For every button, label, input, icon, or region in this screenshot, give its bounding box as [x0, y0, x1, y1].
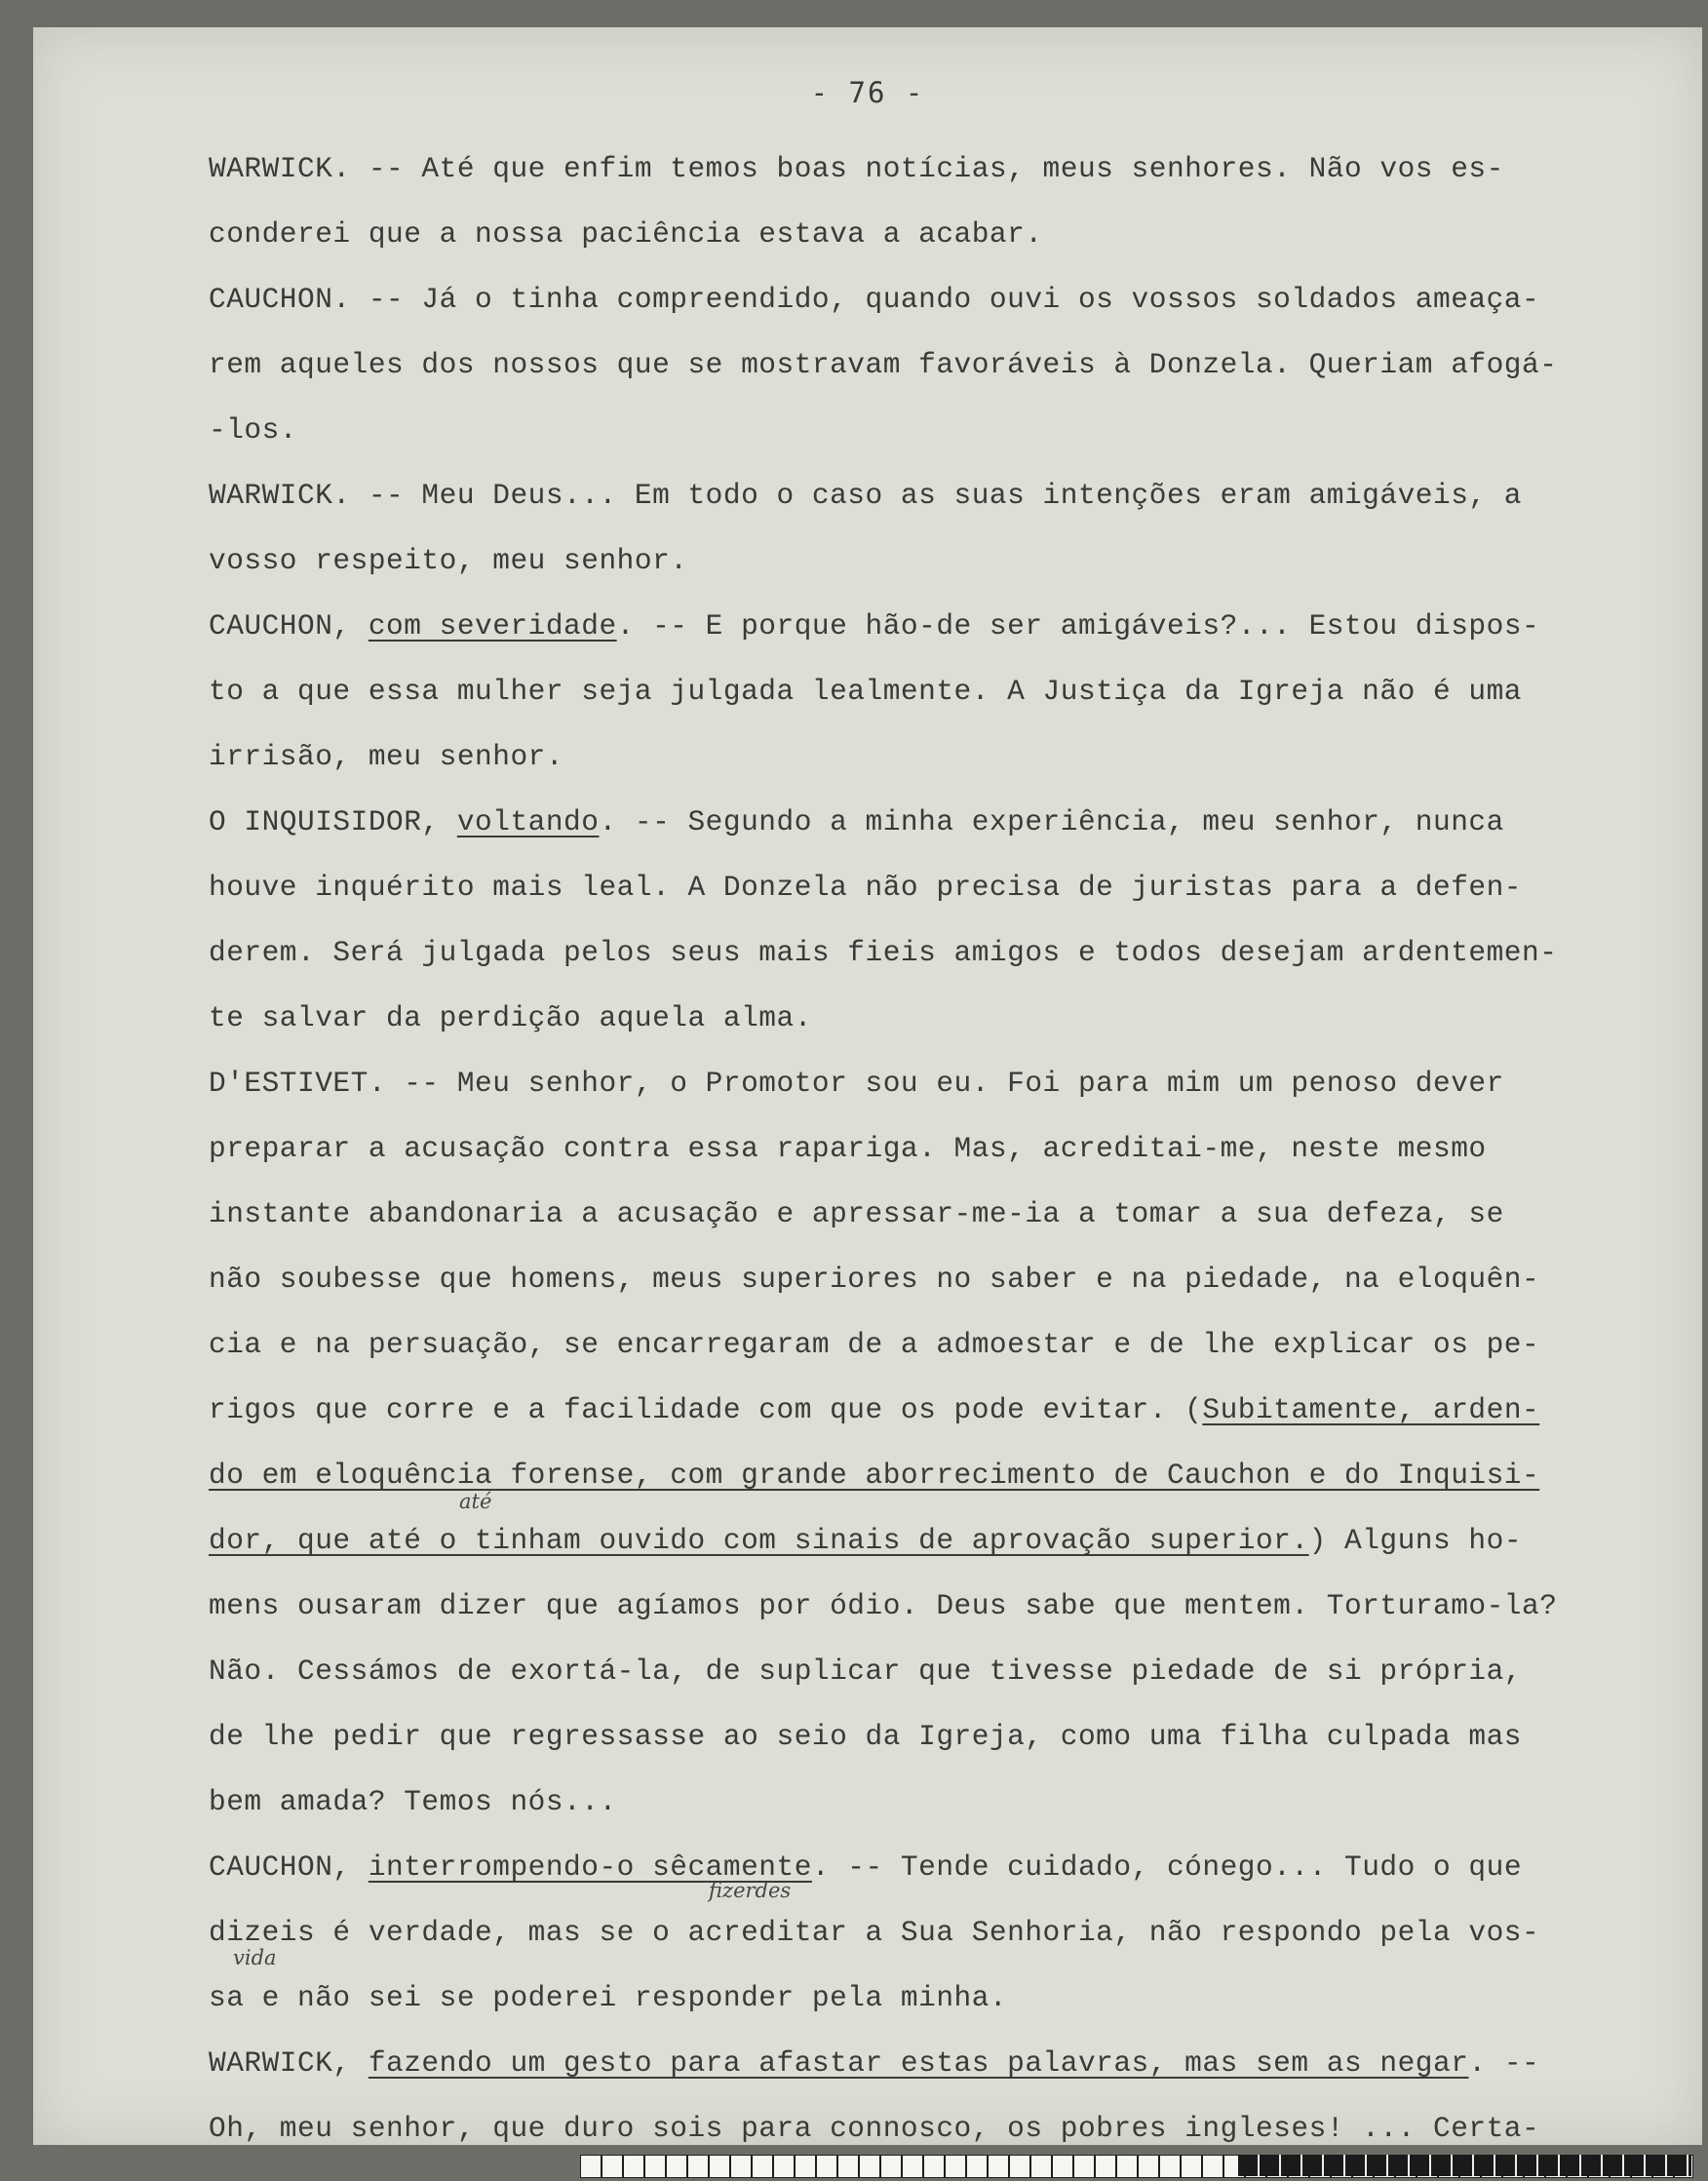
stage-direction: fazendo um gesto para afastar estas palavras, mas sem as negar — [368, 2046, 1469, 2080]
text-line: D'ESTIVET. -- Meu senhor, o Promotor sou eu. Foi para mim um penoso dever — [209, 1067, 1504, 1100]
text-line: CAUCHON. -- Já o tinha compreendido, quando ouvi os vossos soldados ameaça- — [209, 283, 1540, 316]
text-line: WARWICK. -- Até que enfim temos boas notícias, meus senhores. Não vos es- — [209, 152, 1504, 185]
stage-direction: interrompendo-o sêcamente — [368, 1850, 812, 1884]
text-line: preparar a acusação contra essa rapariga. Mas, acreditai-me, neste mesmo — [209, 1132, 1487, 1165]
text-line: derem. Será julgada pelos seus mais fieis amigos e todos desejam ardentemen- — [209, 936, 1558, 969]
text-line: sa e não sei se poderei responder pela minha. — [209, 1981, 1008, 2014]
speech-text: . -- — [1468, 2046, 1540, 2080]
page-number: - 76 - — [810, 76, 925, 109]
text-line: bem amada? Temos nós... — [209, 1785, 617, 1818]
text-line: cia e na persuação, se encarregaram de a admoestar e de lhe explicar os pe- — [209, 1328, 1540, 1361]
text-line: rem aqueles dos nossos que se mostravam favoráveis à Donzela. Queriam afogá- — [209, 348, 1558, 381]
speaker-text: CAUCHON, — [209, 1850, 369, 1884]
text-line — [209, 2031, 1700, 2096]
stage-direction-line: do em eloquência forense, com grande aborrecimento de Cauchon e do Inquisi- — [209, 1459, 1540, 1492]
speaker-text: CAUCHON, — [209, 609, 369, 643]
text-line: -los. — [209, 413, 298, 447]
handwritten-annotation-ate: até — [459, 1490, 492, 1513]
speaker-text: O INQUISIDOR, — [209, 805, 457, 838]
stage-direction: Subitamente, arden- — [1202, 1393, 1540, 1426]
text-line — [209, 1378, 1700, 1443]
text-line: dizeis é verdade, mas se o acreditar a Sua Senhoria, não respondo pela vos- — [209, 1916, 1540, 1949]
text-line: vosso respeito, meu senhor. — [209, 544, 688, 577]
speech-text: . -- E porque hão-de ser amigáveis?... Estou dispos- — [616, 609, 1540, 643]
text-line — [209, 594, 1700, 659]
text-line: conderei que a nossa paciência estava a acabar. — [209, 217, 1043, 251]
stage-direction: com severidade — [368, 609, 617, 643]
text-line: WARWICK. -- Meu Deus... Em todo o caso as suas intenções eram amigáveis, a — [209, 479, 1523, 512]
text-line: instante abandonaria a acusação e apressar-me-ia a tomar a sua defeza, se — [209, 1197, 1504, 1230]
handwritten-annotation-vida: vida — [233, 1946, 277, 1969]
text-line: irrisão, meu senhor. — [209, 740, 564, 773]
text-line: te salvar da perdição aquela alma. — [209, 1001, 812, 1034]
text-line: mens ousaram dizer que agíamos por ódio. Deus sabe que mentem. Torturamo-la? — [209, 1589, 1558, 1622]
text-line: não soubesse que homens, meus superiores no saber e na piedade, na eloquên- — [209, 1263, 1540, 1296]
speech-text: rigos que corre e a facilidade com que os pode evitar. ( — [209, 1393, 1203, 1426]
text-line — [209, 790, 1700, 855]
handwritten-annotation-fizerdes: fizerdes — [709, 1879, 792, 1902]
speech-text: . -- Tende cuidado, cónego... Tudo o que — [811, 1850, 1523, 1884]
text-line: Não. Cessámos de exortá-la, de suplicar que tivesse piedade de si própria, — [209, 1655, 1523, 1688]
manuscript-page — [33, 27, 1702, 2145]
text-line: houve inquérito mais leal. A Donzela não precisa de juristas para a defen- — [209, 871, 1523, 904]
text-line — [209, 1508, 1700, 1574]
typed-text-body — [209, 136, 1700, 2162]
stage-direction: dor, que até o tinham ouvido com sinais de aprovação superior. — [209, 1524, 1309, 1557]
speech-text: ) Alguns ho- — [1308, 1524, 1523, 1557]
speech-text: . -- Segundo a minha experiência, meu senhor, nunca — [599, 805, 1504, 838]
text-line: de lhe pedir que regressasse ao seio da Igreja, como uma filha culpada mas — [209, 1720, 1523, 1753]
scan-scale-bar-dark — [1238, 2155, 1691, 2176]
text-line — [209, 1835, 1700, 1900]
text-line: Oh, meu senhor, que duro sois para connosco, os pobres ingleses! ... Certa- — [209, 2112, 1540, 2145]
text-line: to a que essa mulher seja julgada lealmente. A Justiça da Igreja não é uma — [209, 675, 1523, 708]
stage-direction: voltando — [456, 805, 600, 838]
speaker-text: WARWICK, — [209, 2046, 369, 2080]
